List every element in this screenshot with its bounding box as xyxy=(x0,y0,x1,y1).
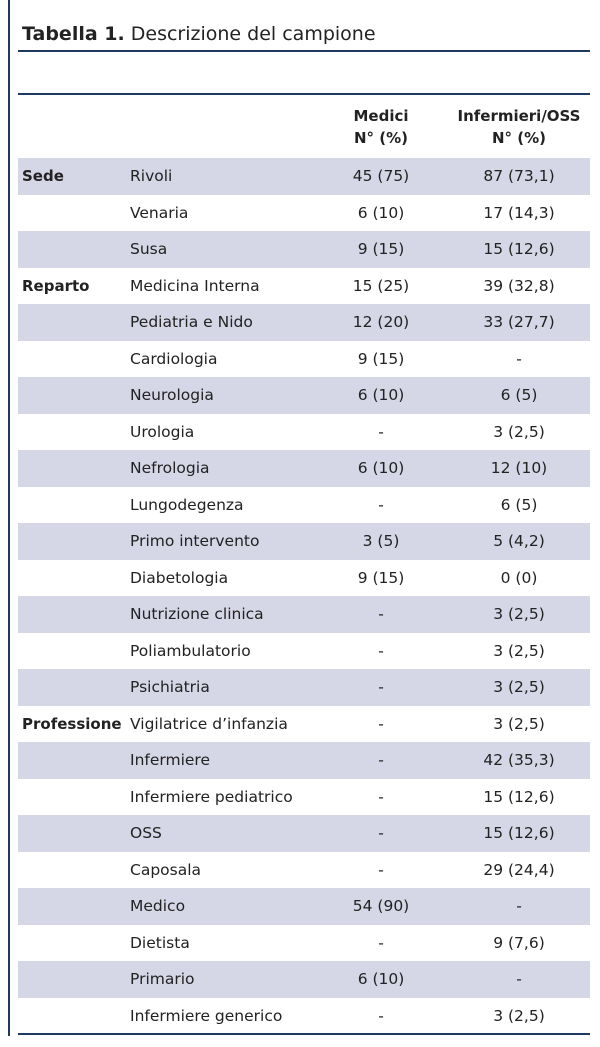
table-row xyxy=(18,779,590,816)
cell-infermieri: 3 (2,5) xyxy=(493,678,545,696)
table-caption xyxy=(18,14,590,50)
cell-medici: - xyxy=(378,1006,384,1025)
cell-medici: 15 (25) xyxy=(352,276,410,295)
cell-medici: - xyxy=(378,933,384,952)
cell-medici: - xyxy=(378,641,384,660)
table-row xyxy=(18,268,590,305)
table-row xyxy=(18,961,590,998)
cell-medici: 45 (75) xyxy=(352,167,410,185)
cell-infermieri: 87 (73,1) xyxy=(483,167,555,185)
cell-infermieri: 3 (2,5) xyxy=(493,422,545,441)
row-group-label xyxy=(22,377,126,414)
table-row xyxy=(18,450,590,487)
table-row xyxy=(18,742,590,779)
row-group-label xyxy=(22,195,126,232)
cell-medici: 9 (15) xyxy=(357,240,405,258)
row-item-label: OSS xyxy=(130,824,162,842)
column-header-infermieri xyxy=(446,105,592,149)
row-group-label xyxy=(22,487,126,524)
column-header-medici-label: Medici xyxy=(353,107,409,125)
row-item-label: Rivoli xyxy=(130,167,173,185)
cell-medici: 12 (20) xyxy=(352,313,410,331)
table-row xyxy=(18,706,590,743)
row-group-label xyxy=(22,523,126,560)
cell-infermieri: 17 (14,3) xyxy=(483,203,555,222)
cell-infermieri: 6 (5) xyxy=(500,495,538,514)
row-group-label xyxy=(22,925,126,962)
cell-medici: 54 (90) xyxy=(352,897,410,915)
table-row xyxy=(18,487,590,524)
row-item-label: Cardiologia xyxy=(130,349,218,368)
column-header-infermieri-label: Infermieri/OSS xyxy=(457,107,581,125)
row-group-label xyxy=(22,742,126,779)
header-rule xyxy=(18,93,590,95)
row-group-label xyxy=(22,888,126,925)
row-item-label: Urologia xyxy=(130,422,195,441)
row-group-label: Sede xyxy=(22,167,64,185)
cell-infermieri: 3 (2,5) xyxy=(493,605,545,623)
row-item-label: Venaria xyxy=(130,203,189,222)
cell-medici: - xyxy=(378,678,384,696)
cell-infermieri: - xyxy=(516,970,522,988)
row-item-label: Infermiere generico xyxy=(130,1006,283,1025)
row-group-label xyxy=(22,852,126,889)
table-row xyxy=(18,158,590,195)
table-row xyxy=(18,925,590,962)
row-group-label xyxy=(22,633,126,670)
row-item-label: Medico xyxy=(130,897,186,915)
cell-medici: 3 (5) xyxy=(362,532,400,550)
left-border-rule xyxy=(8,0,10,1036)
row-group-label xyxy=(22,560,126,597)
row-group-label xyxy=(22,231,126,268)
cell-medici: - xyxy=(378,860,384,879)
cell-infermieri: 33 (27,7) xyxy=(483,313,555,331)
row-item-label: Diabetologia xyxy=(130,568,229,587)
table-title xyxy=(22,22,376,46)
cell-medici: - xyxy=(378,824,384,842)
cell-infermieri: 3 (2,5) xyxy=(493,714,545,733)
row-group-label xyxy=(22,815,126,852)
table-row xyxy=(18,523,590,560)
cell-infermieri: - xyxy=(516,349,522,368)
table-row xyxy=(18,815,590,852)
row-item-label: Neurologia xyxy=(130,386,214,404)
cell-infermieri: 15 (12,6) xyxy=(483,824,555,842)
table-row xyxy=(18,852,590,889)
table-row xyxy=(18,998,590,1035)
row-item-label: Lungodegenza xyxy=(130,495,244,514)
row-item-label: Nefrologia xyxy=(130,459,210,477)
column-header-infermieri-unit: N° (%) xyxy=(491,129,547,147)
cell-medici: 6 (10) xyxy=(357,970,405,988)
cell-medici: - xyxy=(378,495,384,514)
row-group-label xyxy=(22,779,126,816)
column-header-medici-unit: N° (%) xyxy=(353,129,409,147)
cell-infermieri: 15 (12,6) xyxy=(483,240,555,258)
row-group-label xyxy=(22,596,126,633)
table-row xyxy=(18,231,590,268)
row-group-label xyxy=(22,998,126,1035)
row-item-label: Caposala xyxy=(130,860,202,879)
row-item-label: Dietista xyxy=(130,933,190,952)
table-row xyxy=(18,633,590,670)
cell-infermieri: 3 (2,5) xyxy=(493,641,545,660)
cell-infermieri: 39 (32,8) xyxy=(483,276,555,295)
cell-infermieri: 3 (2,5) xyxy=(493,1006,545,1025)
row-item-label: Pediatria e Nido xyxy=(130,313,253,331)
table-row xyxy=(18,341,590,378)
row-group-label xyxy=(22,341,126,378)
cell-medici: 9 (15) xyxy=(357,568,405,587)
table-title-number: Tabella 1. xyxy=(22,23,125,45)
cell-medici: - xyxy=(378,751,384,769)
cell-medici: - xyxy=(378,422,384,441)
cell-medici: - xyxy=(378,714,384,733)
cell-medici: - xyxy=(378,787,384,806)
table-row xyxy=(18,669,590,706)
bottom-rule xyxy=(18,1033,590,1035)
row-group-label xyxy=(22,304,126,341)
column-header-medici xyxy=(322,105,440,149)
cell-medici: 6 (10) xyxy=(357,386,405,404)
cell-infermieri: 6 (5) xyxy=(500,386,538,404)
cell-medici: 9 (15) xyxy=(357,349,405,368)
row-group-label xyxy=(22,961,126,998)
cell-infermieri: 12 (10) xyxy=(490,459,548,477)
row-item-label: Medicina Interna xyxy=(130,276,260,295)
table-title-text: Descrizione del campione xyxy=(124,23,376,45)
cell-medici: 6 (10) xyxy=(357,459,405,477)
table-row xyxy=(18,304,590,341)
row-item-label: Primario xyxy=(130,970,195,988)
row-item-label: Vigilatrice d’infanzia xyxy=(130,714,288,733)
cell-infermieri: - xyxy=(516,897,522,915)
row-item-label: Poliambulatorio xyxy=(130,641,251,660)
cell-infermieri: 29 (24,4) xyxy=(483,860,555,879)
row-group-label: Reparto xyxy=(22,276,90,295)
table-row xyxy=(18,596,590,633)
cell-infermieri: 9 (7,6) xyxy=(493,933,545,952)
table-row xyxy=(18,414,590,451)
table-body xyxy=(18,158,590,1034)
row-item-label: Nutrizione clinica xyxy=(130,605,264,623)
table-row xyxy=(18,888,590,925)
row-group-label xyxy=(22,450,126,487)
cell-infermieri: 42 (35,3) xyxy=(483,751,555,769)
cell-infermieri: 5 (4,2) xyxy=(493,532,545,550)
table-row xyxy=(18,195,590,232)
row-item-label: Psichiatria xyxy=(130,678,210,696)
cell-infermieri: 15 (12,6) xyxy=(483,787,555,806)
cell-infermieri: 0 (0) xyxy=(500,568,538,587)
cell-medici: 6 (10) xyxy=(357,203,405,222)
row-group-label: Professione xyxy=(22,714,122,733)
cell-medici: - xyxy=(378,605,384,623)
row-item-label: Infermiere xyxy=(130,751,210,769)
row-item-label: Infermiere pediatrico xyxy=(130,787,293,806)
row-item-label: Susa xyxy=(130,240,168,258)
row-group-label xyxy=(22,669,126,706)
row-group-label xyxy=(22,414,126,451)
title-rule xyxy=(18,50,590,52)
table-row xyxy=(18,377,590,414)
row-item-label: Primo intervento xyxy=(130,532,260,550)
table-row xyxy=(18,560,590,597)
